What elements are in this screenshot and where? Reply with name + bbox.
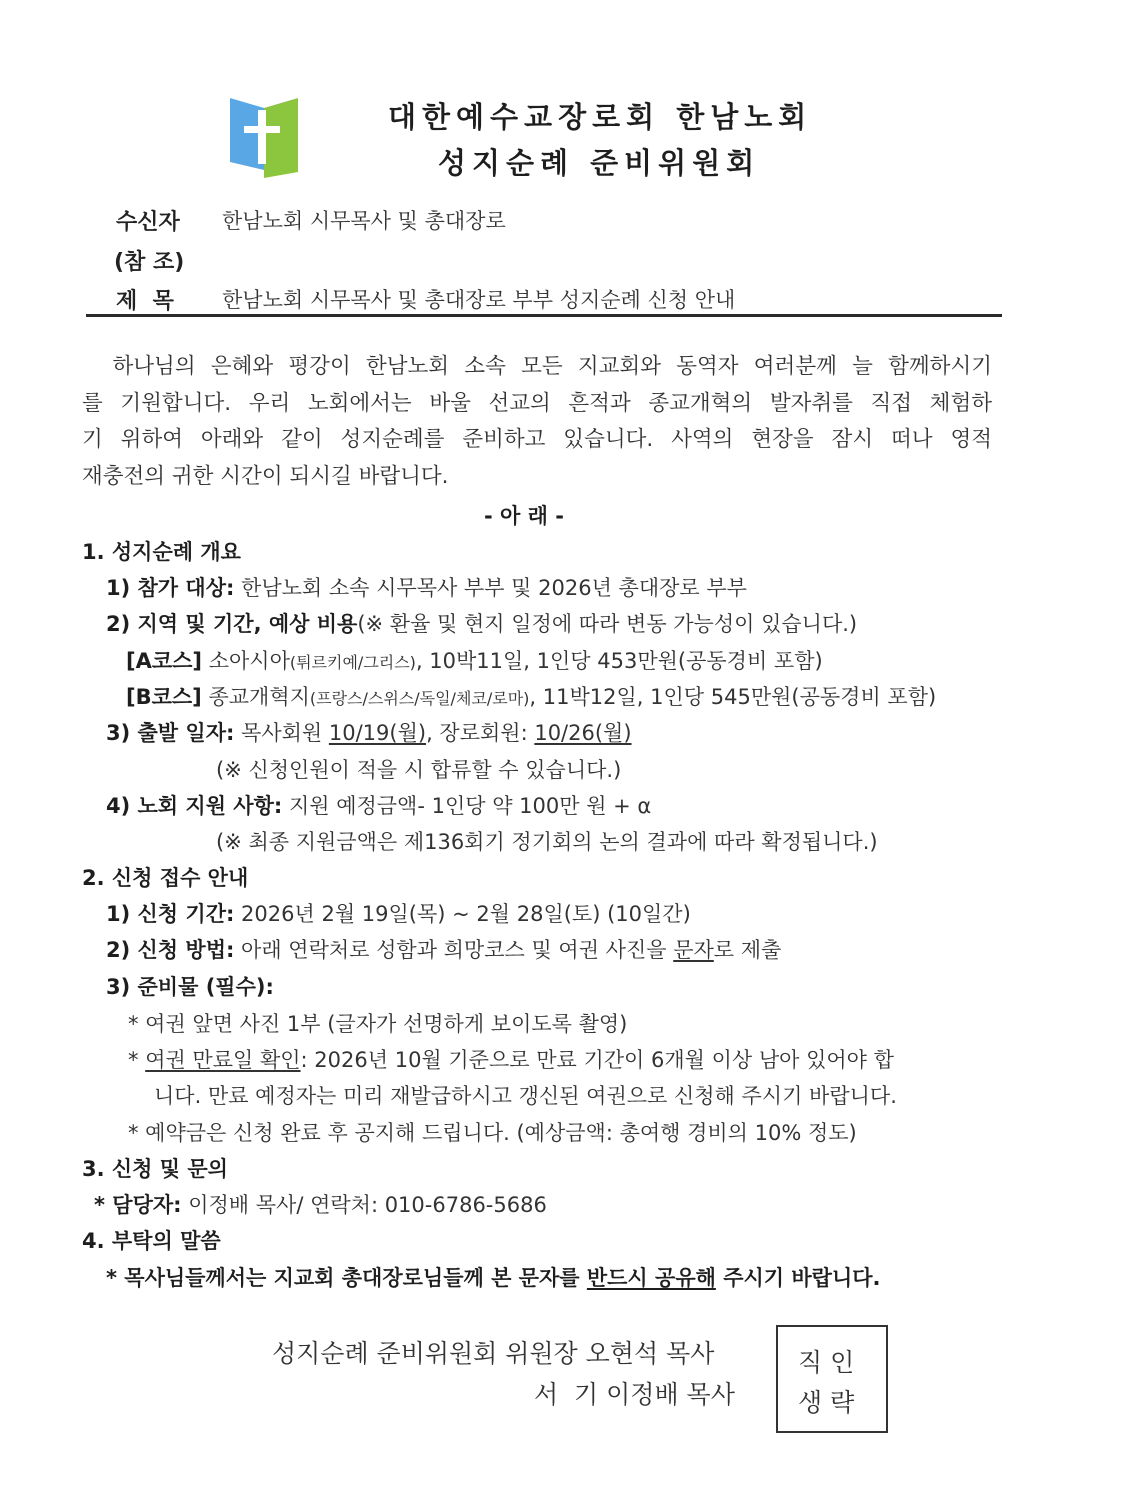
contact-line — [94, 1189, 547, 1219]
s2-item-1-text: 2026년 2월 19일(목) ~ 2월 28일(토) (10일간) — [234, 902, 691, 926]
request-emphasis: 반드시 공유해 — [586, 1266, 716, 1290]
s2-item-2-pre: 아래 연락처로 성함과 희망코스 및 여권 사진을 — [234, 938, 674, 962]
s1-item-3-label: 3) 출발 일자: — [106, 721, 235, 745]
org-title: 대한예수교장로회 한남노회 — [388, 100, 813, 134]
passport-expiry-text: : 2026년 10월 기준으로 만료 기간이 6개월 이상 남아 있어야 합 — [300, 1048, 894, 1072]
s1-item-3-pre: 목사회원 — [234, 721, 329, 745]
s1-item-3-mid: , 장로회원: — [426, 721, 535, 745]
subject-value: 한남노회 시무목사 및 총대장로 부부 성지순례 신청 안내 — [222, 288, 736, 312]
s2-item-1-label: 1) 신청 기간: — [106, 902, 235, 926]
s1-item-2-label: 2) 지역 및 기간, 예상 비용 — [106, 612, 358, 636]
request-post: 주시기 바랍니다. — [715, 1266, 881, 1290]
intro-line: 를 기원합니다. 우리 노회에서는 바울 선교의 흔적과 종교개혁의 발자취를 직접 체험하 — [82, 390, 992, 416]
course-b-countries: (프랑스/스위스/독일/체코/로마) — [309, 689, 530, 708]
intro-line: 하나님의 은혜와 평강이 한남노회 소속 모든 지교회와 동역자 여러분께 늘 함께하시기 — [82, 354, 992, 379]
s1-item-1 — [106, 572, 747, 602]
request-pre: * 목사님들께서는 지교회 총대장로님들께 본 문자를 — [106, 1266, 587, 1290]
s1-item-2-text: (※ 환율 및 현지 일정에 따라 변동 가능성이 있습니다.) — [357, 612, 858, 636]
recipient-value: 한남노회 시무목사 및 총대장로 — [222, 209, 506, 233]
subject-label: 제 목 — [116, 289, 174, 314]
s1-item-3-note: (※ 신청인원이 적을 시 합류할 수 있습니다.) — [216, 758, 622, 782]
s2-item-2 — [106, 934, 781, 964]
header-divider — [86, 314, 1002, 317]
signature-secretary: 서 기 이정배 목사 — [534, 1380, 735, 1409]
below-heading: - 아 래 - — [484, 504, 564, 528]
contact-label: * 담당자: — [94, 1193, 182, 1217]
elder-departure-date: 10/26(월) — [534, 721, 632, 745]
s1-item-3 — [106, 717, 632, 747]
section-1-title: 1. 성지순례 개요 — [82, 540, 241, 564]
s1-item-2 — [106, 608, 857, 638]
course-a — [126, 645, 823, 675]
section-4-title: 4. 부탁의 말씀 — [82, 1229, 221, 1253]
seal-box — [776, 1325, 888, 1433]
bullet-star: * — [128, 1048, 146, 1072]
course-b — [126, 681, 936, 711]
course-a-place: 소아시아 — [202, 649, 290, 673]
intro-paragraph — [82, 349, 992, 495]
seal-text-top: 직 인 — [798, 1348, 855, 1377]
s1-item-4-note: (※ 최종 지원금액은 제136회기 정기회의 논의 결과에 따라 확정됩니다.) — [216, 830, 878, 854]
intro-line: 기 위하여 아래와 같이 성지순례를 준비하고 있습니다. 사역의 현장을 잠시 떠나 영적 — [82, 427, 992, 452]
s1-item-4-text: 지원 예정금액- 1인당 약 100만 원 + α — [282, 794, 652, 818]
section-2-title: 2. 신청 접수 안내 — [82, 866, 249, 890]
bullet-passport-photo: * 여권 앞면 사진 1부 (글자가 선명하게 보이도록 촬영) — [128, 1012, 628, 1036]
s2-item-3-label: 3) 준비물 (필수): — [106, 975, 274, 999]
s2-item-2-label: 2) 신청 방법: — [106, 938, 235, 962]
s2-item-2-post: 로 제출 — [713, 938, 782, 962]
s2-item-1 — [106, 898, 691, 928]
course-a-label: [A코스] — [126, 649, 203, 673]
pastor-departure-date: 10/19(월) — [328, 721, 427, 745]
contact-text: 이정배 목사/ 연락처: 010-6786-5686 — [181, 1193, 547, 1217]
s1-item-4 — [106, 790, 651, 820]
committee-title: 성지순례 준비위원회 — [438, 146, 761, 180]
passport-expiry-check: 여권 만료일 확인 — [145, 1048, 301, 1072]
section-3-title: 3. 신청 및 문의 — [82, 1157, 228, 1181]
seal-text-bottom: 생 략 — [798, 1388, 855, 1417]
s1-item-4-label: 4) 노회 지원 사항: — [106, 794, 283, 818]
bullet-passport-expiry-cont: 니다. 만료 예정자는 미리 재발급하시고 갱신된 여권으로 신청해 주시기 바랍니다. — [154, 1084, 897, 1108]
recipient-label: 수신자 — [116, 210, 180, 235]
church-logo-icon — [228, 96, 300, 180]
s1-item-1-label: 1) 참가 대상: — [106, 576, 235, 600]
bullet-passport-expiry — [128, 1044, 894, 1074]
intro-line: 재충전의 귀한 시간이 되시길 바랍니다. — [82, 463, 449, 489]
course-b-label: [B코스] — [126, 685, 202, 709]
course-a-details: , 10박11일, 1인당 453만원(공동경비 포함) — [415, 649, 823, 673]
signature-chair: 성지순례 준비위원회 위원장 오현석 목사 — [272, 1339, 715, 1368]
reference-label: (참 조) — [114, 250, 185, 275]
course-b-place: 종교개혁지 — [201, 685, 310, 709]
request-line — [106, 1262, 881, 1292]
s2-item-3 — [106, 971, 274, 1001]
course-b-details: , 11박12일, 1인당 545만원(공동경비 포함) — [529, 685, 937, 709]
text-message-emphasis: 문자 — [673, 938, 714, 962]
course-a-countries: (튀르키예/그리스) — [289, 653, 416, 672]
bullet-deposit: * 예약금은 신청 완료 후 공지해 드립니다. (예상금액: 총여행 경비의 10% 정도) — [128, 1121, 857, 1145]
s1-item-1-text: 한남노회 소속 시무목사 부부 및 2026년 총대장로 부부 — [234, 576, 747, 600]
